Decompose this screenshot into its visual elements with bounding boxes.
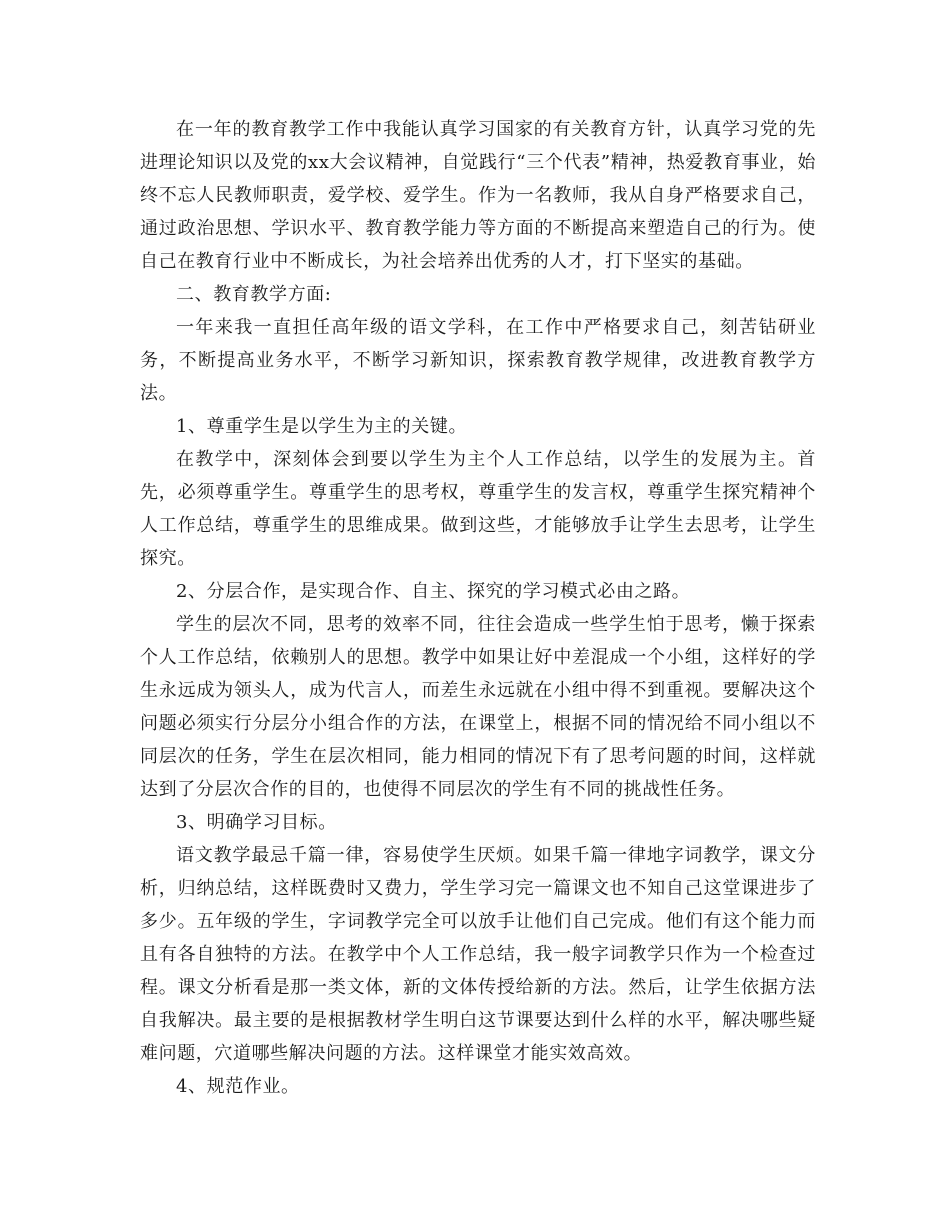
subheading-layered-cooperation: 2、分层合作，是实现合作、自主、探究的学习模式必由之路。 (176, 581, 691, 602)
paragraph-intro: 在一年的教育教学工作中我能认真学习国家的有关教育方针，认真学习党的先进理论知识以及党的xx大会议精神，自觉践行“三个代表”精神，热爱教育事业，始终不忘人民教师职责，爱学校、爱学生。作为一名教师，我从自身严格要求自己，通过政治思想、学识水平、教育教学能力等方面的不断提高来塑造自己的行为。使自己在教育行业中不断成长，为社会培养出优秀的人才，打下坚实的基础。 (140, 119, 816, 272)
subheading-homework: 4、规范作业。 (176, 1076, 300, 1097)
document-body (140, 113, 816, 1103)
paragraph-layered-cooperation: 学生的层次不同，思考的效率不同，往往会造成一些学生怕于思考，懒于探索个人工作总结，依赖别人的思想。教学中如果让好中差混成一个小组，这样好的学生永远成为领头人，成为代言人，而差生永远就在小组中得不到重视。要解决这个问题必须实行分层分小组合作的方法，在课堂上，根据不同的情况给不同小组以不同层次的任务，学生在层次相同，能力相同的情况下有了思考问题的时间，这样就达到了分层次合作的目的，也使得不同层次的学生有不同的挑战性任务。 (140, 614, 816, 800)
paragraph-learning-goals: 语文教学最忌千篇一律，容易使学生厌烦。如果千篇一律地字词教学，课文分析，归纳总结，这样既费时又费力，学生学习完一篇课文也不知自己这堂课进步了多少。五年级的学生，字词教学完全可以放手让他们自己完成。他们有这个能力而且有各自独特的方法。在教学中个人工作总结，我一般字词教学只作为一个检查过程。课文分析看是那一类文体，新的文体传授给新的方法。然后，让学生依据方法自我解决。最主要的是根据教材学生明白这节课要达到什么样的水平，解决哪些疑难问题，穴道哪些解决问题的方法。这样课堂才能实效高效。 (140, 845, 816, 1064)
paragraph-teaching-overview: 一年来我一直担任高年级的语文学科，在工作中严格要求自己，刻苦钻研业务，不断提高业务水平，不断学习新知识，探索教育教学规律，改进教育教学方法。 (140, 317, 816, 404)
paragraph-respect-students: 在教学中，深刻体会到要以学生为主个人工作总结，以学生的发展为主。首先，必须尊重学生。尊重学生的思考权，尊重学生的发言权，尊重学生探究精神个人工作总结，尊重学生的思维成果。做到这些，才能够放手让学生去思考，让学生探究。 (140, 449, 816, 569)
subheading-respect-students: 1、尊重学生是以学生为主的关键。 (176, 416, 468, 437)
section-heading-teaching: 二、教育教学方面: (176, 284, 332, 305)
subheading-learning-goals: 3、明确学习目标。 (176, 812, 337, 833)
